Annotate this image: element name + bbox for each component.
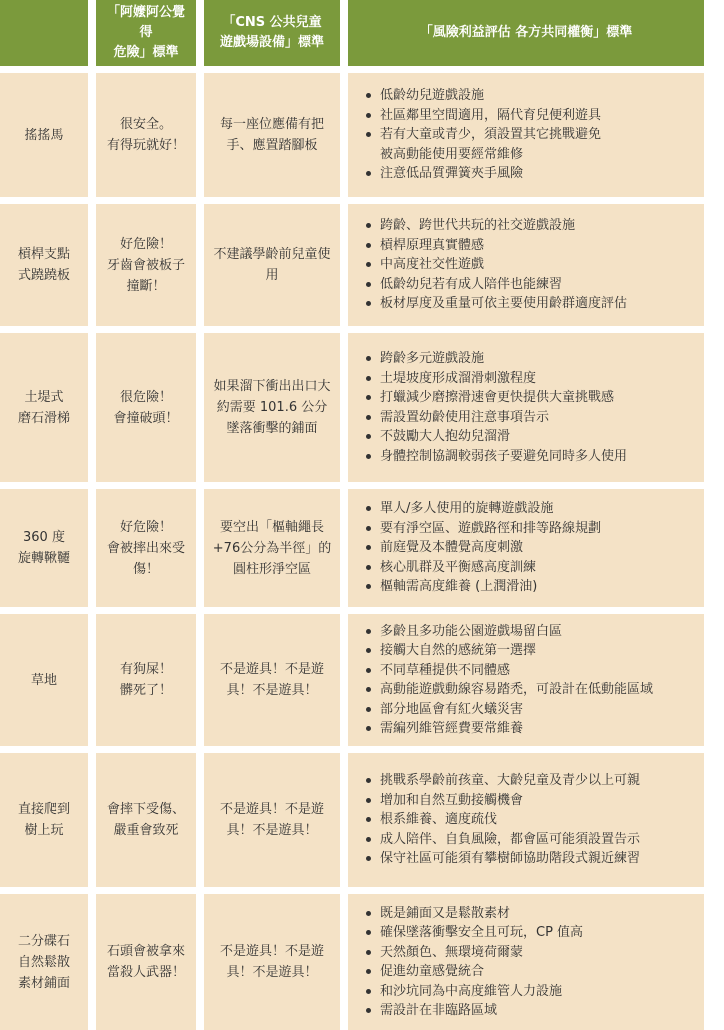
row-risk-benefit-list	[348, 204, 704, 326]
row-elders-view: 好危險！ 會被摔出來受傷！	[96, 489, 196, 607]
bullet-list	[366, 499, 601, 597]
bullet-item: 跨齡多元遊戲設施	[366, 349, 627, 369]
row-risk-benefit-list	[348, 73, 704, 197]
row-risk-benefit-list	[348, 894, 704, 1030]
bullet-item: 既是鋪面又是鬆散素材	[366, 904, 583, 924]
bullet-item: 需設置幼齡使用注意事項告示	[366, 408, 627, 428]
row-cns-standard: 如果溜下衝出出口大約需要 101.6 公分墜落衝擊的鋪面	[204, 333, 340, 482]
row-item-name: 360 度 旋轉鞦韆	[0, 489, 88, 607]
bullet-list	[366, 622, 653, 739]
bullet-item: 低齡幼兒若有成人陪伴也能練習	[366, 275, 627, 295]
bullet-item: 挑戰系學齡前孩童、大齡兒童及青少以上可親	[366, 771, 640, 791]
bullet-list	[366, 216, 627, 314]
bullet-item: 中高度社交性遊戲	[366, 255, 627, 275]
header-corner	[0, 0, 88, 66]
bullet-item: 高動能遊戲動線容易踏禿，可設計在低動能區域	[366, 680, 653, 700]
row-elders-view: 會摔下受傷、嚴重會致死	[96, 753, 196, 887]
bullet-item: 和沙坑同為中高度維管人力設施	[366, 982, 583, 1002]
row-cns-standard: 要空出「樞軸繩長 +76公分為半徑」的圓柱形淨空區	[204, 489, 340, 607]
row-item-name: 槓桿支點 式蹺蹺板	[0, 204, 88, 326]
bullet-list	[366, 86, 601, 184]
bullet-list	[366, 349, 627, 466]
bullet-item: 身體控制協調較弱孩子要避免同時多人使用	[366, 447, 627, 467]
row-risk-benefit-list	[348, 489, 704, 607]
bullet-item: 確保墜落衝擊安全且可玩，CP 值高	[366, 923, 583, 943]
bullet-item: 促進幼童感覺統合	[366, 962, 583, 982]
bullet-item: 跨齡、跨世代共玩的社交遊戲設施	[366, 216, 627, 236]
row-elders-view: 很危險！ 會撞破頭！	[96, 333, 196, 482]
bullet-item: 根系維養、適度疏伐	[366, 810, 640, 830]
row-elders-view: 石頭會被拿來當殺人武器！	[96, 894, 196, 1030]
bullet-item: 保守社區可能須有攀樹師協助階段式親近練習	[366, 849, 640, 869]
header-risk-benefit-standard: 「風險利益評估 各方共同權衡」標準	[348, 0, 704, 66]
bullet-item: 要有淨空區、遊戲路徑和排等路線規劃	[366, 519, 601, 539]
bullet-item: 不同草種提供不同體感	[366, 661, 653, 681]
bullet-item: 需設計在非臨路區域	[366, 1001, 583, 1021]
bullet-item: 單人/多人使用的旋轉遊戲設施	[366, 499, 601, 519]
bullet-item: 社區鄰里空間適用，隔代育兒便利遊具	[366, 106, 601, 126]
bullet-item: 前庭覺及本體覺高度刺激	[366, 538, 601, 558]
row-risk-benefit-list	[348, 614, 704, 746]
row-elders-view: 有狗屎！ 髒死了！	[96, 614, 196, 746]
row-item-name: 二分碟石 自然鬆散 素材鋪面	[0, 894, 88, 1030]
header-elders-standard: 「阿嬤阿公覺得 危險」標準	[96, 0, 196, 66]
bullet-item: 增加和自然互動接觸機會	[366, 791, 640, 811]
row-risk-benefit-list	[348, 753, 704, 887]
row-risk-benefit-list	[348, 333, 704, 482]
bullet-item: 核心肌群及平衡感高度訓練	[366, 558, 601, 578]
bullet-item: 樞軸需高度維養 (上潤滑油)	[366, 577, 601, 597]
bullet-item: 多齡且多功能公園遊戲場留白區	[366, 622, 653, 642]
row-elders-view: 好危險！ 牙齒會被板子撞斷！	[96, 204, 196, 326]
row-elders-view: 很安全。 有得玩就好！	[96, 73, 196, 197]
bullet-item: 需編列維管經費要常維養	[366, 719, 653, 739]
row-item-name: 直接爬到 樹上玩	[0, 753, 88, 887]
bullet-item: 槓桿原理真實體感	[366, 236, 627, 256]
bullet-item: 板材厚度及重量可依主要使用齡群適度評估	[366, 294, 627, 314]
bullet-item: 不鼓勵大人抱幼兒溜滑	[366, 427, 627, 447]
row-cns-standard: 不建議學齡前兒童使用	[204, 204, 340, 326]
bullet-list	[366, 771, 640, 869]
bullet-item: 天然顏色、無環境荷爾蒙	[366, 943, 583, 963]
row-item-name: 土堤式 磨石滑梯	[0, 333, 88, 482]
row-cns-standard: 不是遊具！不是遊具！不是遊具！	[204, 894, 340, 1030]
row-cns-standard: 每一座位應備有把手、應置踏腳板	[204, 73, 340, 197]
bullet-item: 注意低品質彈簧夾手風險	[366, 164, 601, 184]
bullet-item: 打蠟減少磨擦滑速會更快提供大童挑戰感	[366, 388, 627, 408]
row-item-name: 草地	[0, 614, 88, 746]
bullet-item: 接觸大自然的感統第一選擇	[366, 641, 653, 661]
bullet-item: 低齡幼兒遊戲設施	[366, 86, 601, 106]
header-cns-standard: 「CNS 公共兒童 遊戲場設備」標準	[204, 0, 340, 66]
row-cns-standard: 不是遊具！不是遊具！不是遊具！	[204, 753, 340, 887]
row-cns-standard: 不是遊具！不是遊具！不是遊具！	[204, 614, 340, 746]
bullet-item: 若有大童或青少，須設置其它挑戰避免 被高動能使用要經常維修	[366, 125, 601, 164]
bullet-item: 成人陪伴、自負風險，都會區可能須設置告示	[366, 830, 640, 850]
bullet-item: 部分地區會有紅火蟻災害	[366, 700, 653, 720]
row-item-name: 搖搖馬	[0, 73, 88, 197]
bullet-item: 土堤坡度形成溜滑刺激程度	[366, 369, 627, 389]
bullet-list	[366, 904, 583, 1021]
